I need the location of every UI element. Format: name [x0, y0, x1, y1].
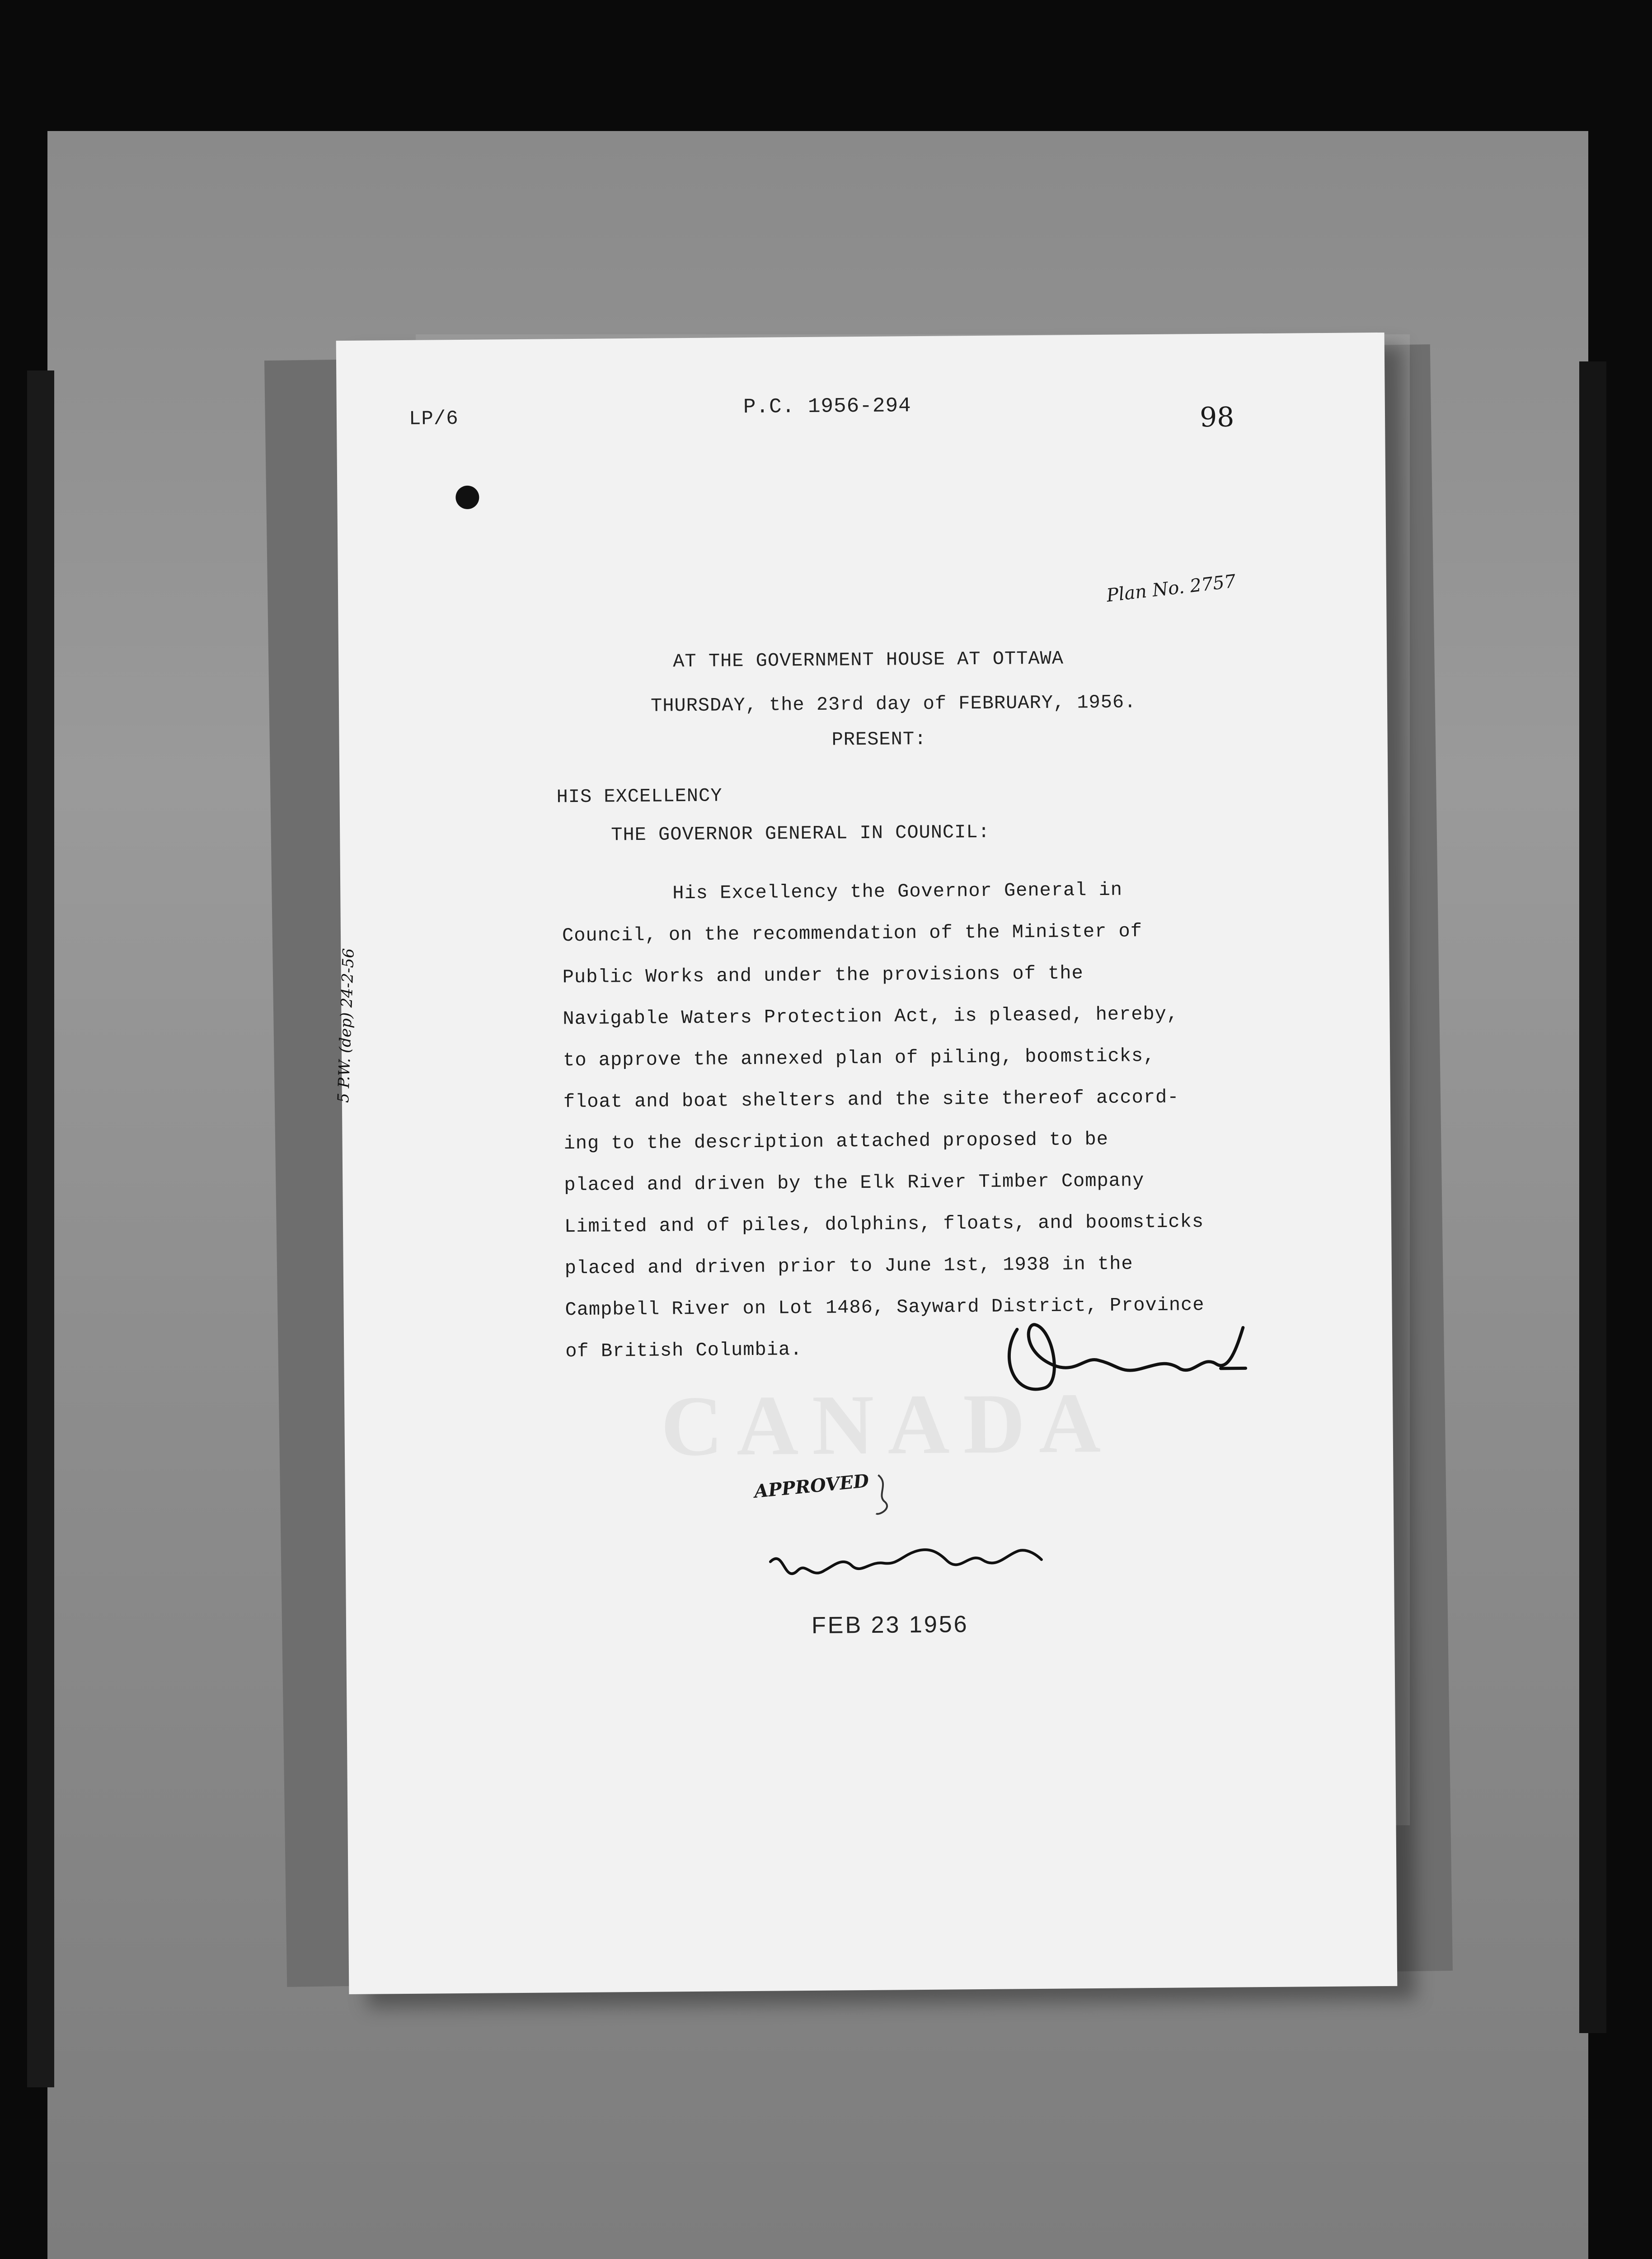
film-edge-right: [1579, 361, 1606, 2033]
punch-hole: [455, 486, 479, 509]
order-in-council-page: [336, 333, 1398, 1994]
order-number: P.C. 1956-294: [743, 394, 911, 419]
body-line: Public Works and under the provisions of the: [562, 962, 1084, 989]
approval-date-stamp: FEB 23 1956: [811, 1611, 969, 1639]
body-line: of British Columbia.: [565, 1339, 803, 1363]
margin-note: 5 P.W. (dep) 24-2-56: [334, 948, 358, 1103]
file-code: LP/6: [408, 408, 459, 431]
body-line: Campbell River on Lot 1486, Sayward District, Province: [565, 1294, 1205, 1321]
body-line: Navigable Waters Protection Act, is pleased, hereby,: [563, 1003, 1179, 1030]
body-line: Limited and of piles, dolphins, floats, and boomsticks: [564, 1211, 1204, 1238]
approval-mark: [869, 1471, 896, 1520]
governor-general-signature: [765, 1519, 1046, 1598]
body-line: ing to the description attached proposed to be: [563, 1128, 1109, 1155]
body-line: placed and driven by the Elk River Timber Company: [564, 1170, 1145, 1196]
heading-place: AT THE GOVERNMENT HOUSE AT OTTAWA: [673, 647, 1064, 673]
body-line: His Excellency the Governor General in: [672, 879, 1123, 905]
address-line-1: HIS EXCELLENCY: [556, 785, 723, 808]
body-line: to approve the annexed plan of piling, boomsticks,: [563, 1045, 1155, 1072]
approved-label: APPROVED: [753, 1470, 870, 1502]
body-line: Council, on the recommendation of the Minister of: [562, 920, 1143, 947]
watermark: CANADA: [660, 1375, 1115, 1474]
body-line: float and boat shelters and the site thereof accord-: [563, 1086, 1179, 1113]
body-line: placed and driven prior to June 1st, 1938 in the: [564, 1253, 1133, 1279]
heading-date: THURSDAY, the 23rd day of FEBRUARY, 1956.: [650, 691, 1136, 717]
page-number: 98: [1199, 401, 1234, 434]
address-line-2: THE GOVERNOR GENERAL IN COUNCIL:: [611, 821, 990, 846]
plan-number-note: Plan No. 2757: [1105, 571, 1237, 606]
heading-present: PRESENT:: [831, 728, 927, 751]
film-edge-left: [27, 370, 54, 2087]
clerk-signature: [985, 1300, 1266, 1411]
